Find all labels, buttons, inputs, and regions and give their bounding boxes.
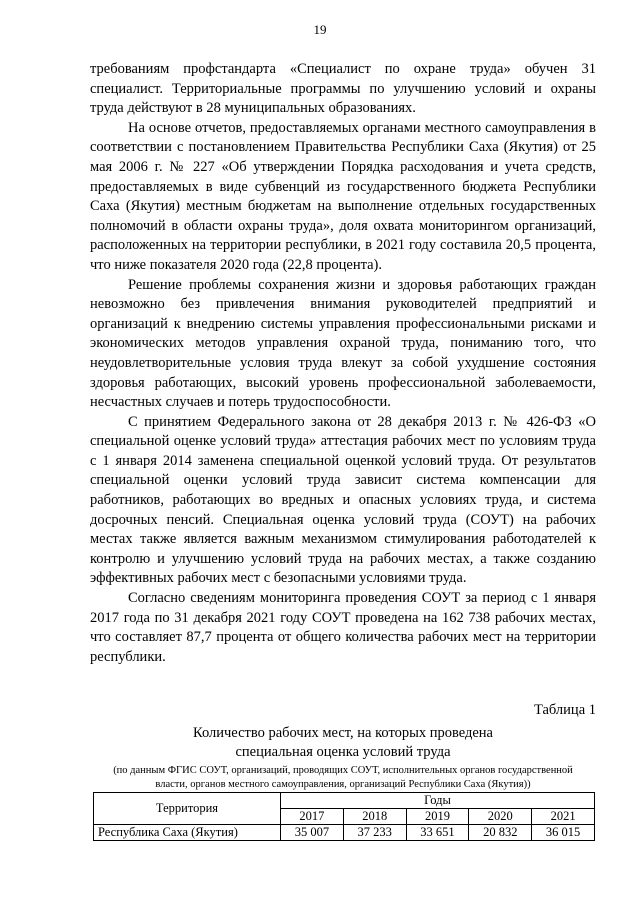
header-year-2021: 2021: [532, 809, 595, 825]
table-title-line-1: Количество рабочих мест, на которых проведена: [193, 725, 493, 741]
paragraph-1: требованиям профстандарта «Специалист по охране труда» обучен 31 специалист. Территориальные программы по улучшению условий и охраны труда действуют в 28 муниципальных образованиях.: [90, 61, 596, 117]
cell-value-2019: 33 651: [406, 825, 469, 841]
cell-value-2021: 36 015: [532, 825, 595, 841]
table-note-line-2: власти, органов местного самоуправления, организаций Республики Саха (Якутия)): [155, 778, 531, 790]
header-year-2020: 2020: [469, 809, 532, 825]
paragraph-3: Решение проблемы сохранения жизни и здоровья работающих граждан невозможно без привлечения внимания руководителей предприятий и организаций к внедрению системы управления профессиональными рисками и экономических методов управления охраной труда, пониманию того, что неудовлетворительные условия труда влекут за собой ухудшение состояния здоровья работающих, высокий уровень профессиональной заболеваемости, несчастных случаев и потерь трудоспособности.: [90, 276, 596, 411]
table-title: [90, 724, 596, 762]
cell-territory: Республика Саха (Якутия): [94, 825, 281, 841]
paragraph-2: На основе отчетов, предоставляемых органами местного самоуправления в соответствии с постановлением Правительства Республики Саха (Якутия) от 25 мая 2006 г. № 227 «Об утверждении Порядка расходования и учета средств, предоставляемых в виде субвенций из государственного бюджета Республики Саха (Якутия) местным бюджетам на выполнение отдельных государственных полномочий в области охраны труда», доля охвата мониторингом организаций, расположенных на территории республики, в 2021 году составила 20,5 процента, что ниже показателя 2020 года (22,8 процента).: [90, 119, 596, 273]
table-header-row: [94, 793, 595, 809]
page-number: 19: [313, 22, 327, 37]
header-year-2019: 2019: [406, 809, 469, 825]
table-note-line-1: (по данным ФГИС СОУТ, организаций, проводящих СОУТ, исполнительных органов государственной: [113, 765, 573, 776]
table-source-note: [90, 764, 596, 791]
document-body: [90, 60, 596, 667]
header-years: Годы: [281, 793, 595, 809]
data-table: [93, 792, 595, 841]
paragraph-5: Согласно сведениям мониторинга проведения СОУТ за период с 1 января 2017 года по 31 декабря 2021 году СОУТ проведена на 162 738 рабочих местах, что составляет 87,7 процента от общего количества рабочих мест на территории республики.: [90, 590, 596, 665]
table-row: [94, 825, 595, 841]
header-territory: Территория: [94, 793, 281, 825]
table-title-line-2: специальная оценка условий труда: [235, 744, 451, 760]
cell-value-2018: 37 233: [343, 825, 406, 841]
header-year-2017: 2017: [281, 809, 344, 825]
table-label: Таблица 1: [533, 702, 596, 718]
paragraph-4: С принятием Федерального закона от 28 декабря 2013 г. № 426-ФЗ «О специальной оценке условий труда» аттестация рабочих мест по условиям труда с 1 января 2014 заменена специальной оценкой условий труда. От результатов специальной оценки условий труда зависит система компенсации для работников, работающих во вредных и опасных условиях труда, и система досрочных пенсий. Специальная оценка условий труда (СОУТ) на рабочих местах также является важным механизмом стимулирования работодателей к контролю и улучшению условий труда на рабочих местах, а также созданию эффективных рабочих мест с безопасными условиями труда.: [90, 413, 596, 587]
cell-value-2020: 20 832: [469, 825, 532, 841]
cell-value-2017: 35 007: [281, 825, 344, 841]
header-year-2018: 2018: [343, 809, 406, 825]
